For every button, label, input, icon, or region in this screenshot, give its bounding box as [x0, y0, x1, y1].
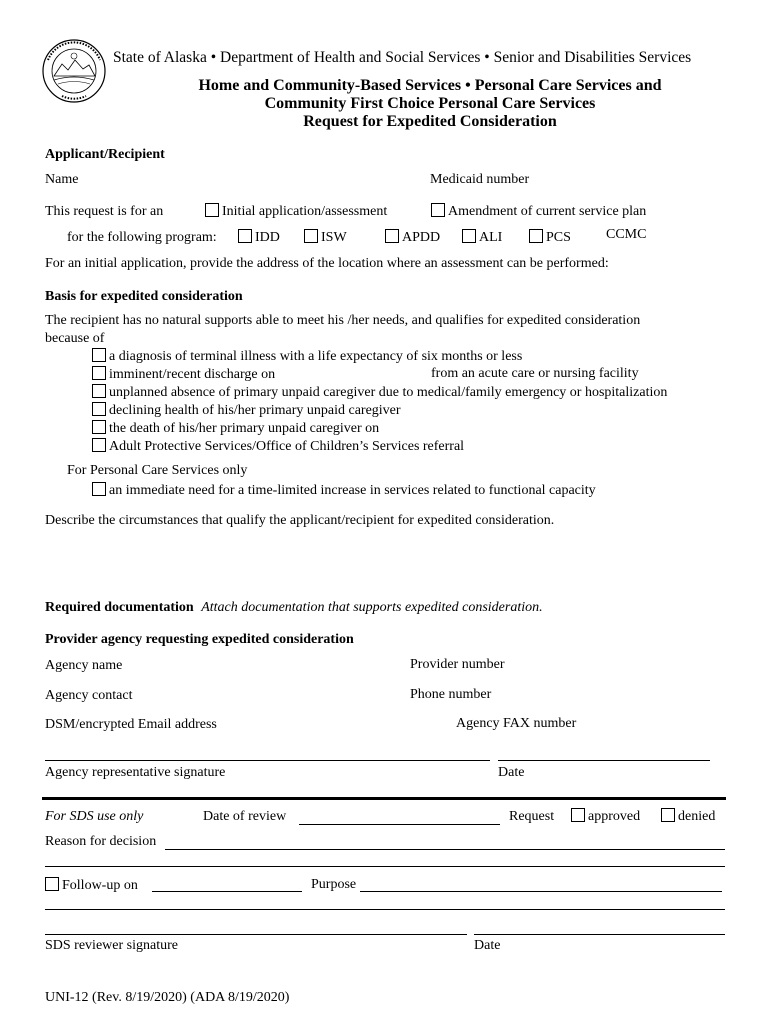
state-seal — [34, 38, 114, 104]
required-documentation-note: Attach documentation that supports expedited consideration. — [201, 600, 543, 615]
sds-divider — [42, 797, 726, 800]
program-idd-option[interactable] — [238, 229, 280, 246]
basis-heading: Basis for expedited consideration — [45, 289, 243, 304]
program-ali-label: ALI — [479, 230, 503, 245]
basis-intro-line1: The recipient has no natural supports able to meet his /her needs, and qualifies for expedited consideration — [45, 313, 641, 328]
form-id: UNI-12 (Rev. 8/19/2020) (ADA 8/19/2020) — [45, 990, 290, 1005]
sds-use-only-label: For SDS use only — [45, 809, 144, 824]
program-isw-option[interactable] — [304, 229, 347, 246]
form-title-line2: Community First Choice Personal Care Services — [264, 95, 596, 112]
reason-terminal-illness-checkbox[interactable] — [92, 348, 106, 362]
reason-discharge[interactable] — [92, 366, 275, 383]
reason-for-decision-line[interactable] — [165, 849, 725, 850]
sds-signature-line[interactable] — [45, 934, 467, 935]
program-pcs-checkbox[interactable] — [529, 229, 543, 243]
provider-number-label: Provider number — [410, 657, 505, 672]
required-documentation — [45, 600, 543, 616]
form-title-line3: Request for Expedited Consideration — [303, 113, 557, 130]
date-of-review-line[interactable] — [299, 824, 500, 825]
program-idd-label: IDD — [255, 230, 280, 245]
pcs-only-label: For Personal Care Services only — [67, 463, 248, 478]
reason-discharge-suffix: from an acute care or nursing facility — [431, 366, 639, 381]
agency-signature-label: Agency representative signature — [45, 765, 226, 780]
initial-application-checkbox[interactable] — [205, 203, 219, 217]
purpose-line-2[interactable] — [45, 909, 725, 910]
initial-application-option[interactable] — [205, 203, 387, 220]
reason-terminal-illness[interactable] — [92, 348, 522, 365]
denied-option[interactable] — [661, 808, 715, 825]
request-type-label: This request is for an — [45, 204, 164, 219]
reason-discharge-checkbox[interactable] — [92, 366, 106, 380]
program-ali-checkbox[interactable] — [462, 229, 476, 243]
form-title-line1: Home and Community-Based Services • Personal Care Services and — [198, 77, 662, 94]
reason-discharge-label: imminent/recent discharge on — [109, 367, 276, 382]
reason-for-decision-label: Reason for decision — [45, 834, 157, 849]
reason-caregiver-health-label: declining health of his/her primary unpaid caregiver — [109, 403, 401, 418]
reason-aps-referral-label: Adult Protective Services/Office of Children’s Services referral — [109, 439, 465, 454]
sds-signature-date-line[interactable] — [474, 934, 725, 935]
sds-date-label: Date — [474, 938, 501, 953]
follow-up-label: Follow-up on — [62, 878, 138, 893]
program-idd-checkbox[interactable] — [238, 229, 252, 243]
reason-caregiver-health-checkbox[interactable] — [92, 402, 106, 416]
describe-circumstances-label: Describe the circumstances that qualify the applicant/recipient for expedited consideration. — [45, 513, 555, 528]
agency-contact-label: Agency contact — [45, 688, 133, 703]
program-apdd-checkbox[interactable] — [385, 229, 399, 243]
program-isw-checkbox[interactable] — [304, 229, 318, 243]
agency-name-label: Agency name — [45, 658, 123, 673]
program-apdd-label: APDD — [402, 230, 441, 245]
reason-for-decision-line-2[interactable] — [45, 866, 725, 867]
reason-pcs-increase-checkbox[interactable] — [92, 482, 106, 496]
sds-signature-label: SDS reviewer signature — [45, 938, 178, 953]
address-note: For an initial application, provide the address of the location where an assessment can be performed: — [45, 256, 609, 271]
basis-intro-line2: because of — [45, 331, 105, 346]
agency-signature-line[interactable] — [45, 760, 490, 761]
email-label: DSM/encrypted Email address — [45, 717, 217, 732]
request-decision-label: Request — [509, 809, 555, 824]
follow-up-checkbox[interactable] — [45, 877, 59, 891]
department-line: State of Alaska • Department of Health and Social Services • Senior and Disabilities Services — [113, 49, 692, 66]
reason-pcs-increase[interactable] — [92, 482, 596, 499]
agency-date-label: Date — [498, 765, 525, 780]
reason-caregiver-death-checkbox[interactable] — [92, 420, 106, 434]
program-label: for the following program: — [67, 230, 217, 245]
initial-application-label: Initial application/assessment — [222, 204, 388, 219]
required-documentation-heading: Required documentation — [45, 600, 194, 615]
agency-signature-date-line[interactable] — [498, 760, 710, 761]
purpose-label: Purpose — [311, 877, 357, 892]
name-label: Name — [45, 172, 79, 187]
reason-caregiver-death[interactable] — [92, 420, 379, 437]
reason-caregiver-death-label: the death of his/her primary unpaid caregiver on — [109, 421, 380, 436]
approved-checkbox[interactable] — [571, 808, 585, 822]
fax-label: Agency FAX number — [456, 716, 577, 731]
reason-caregiver-health[interactable] — [92, 402, 401, 419]
approved-option[interactable] — [571, 808, 640, 825]
program-pcs-label: PCS — [546, 230, 571, 245]
reason-aps-referral[interactable] — [92, 438, 464, 455]
state-seal-icon — [34, 38, 114, 104]
reason-terminal-illness-label: a diagnosis of terminal illness with a life expectancy of six months or less — [109, 349, 523, 364]
reason-caregiver-absence[interactable] — [92, 384, 667, 401]
program-isw-label: ISW — [321, 230, 347, 245]
follow-up-option[interactable] — [45, 877, 138, 894]
amendment-checkbox[interactable] — [431, 203, 445, 217]
follow-up-date-line[interactable] — [152, 891, 302, 892]
medicaid-label: Medicaid number — [430, 172, 530, 187]
approved-label: approved — [588, 809, 641, 824]
reason-pcs-increase-label: an immediate need for a time-limited increase in services related to functional capacity — [109, 483, 596, 498]
date-of-review-label: Date of review — [203, 809, 287, 824]
program-apdd-option[interactable] — [385, 229, 440, 246]
reason-aps-referral-checkbox[interactable] — [92, 438, 106, 452]
amendment-label: Amendment of current service plan — [448, 204, 647, 219]
phone-number-label: Phone number — [410, 687, 492, 702]
program-ccmc-label: CCMC — [606, 227, 647, 242]
denied-label: denied — [678, 809, 716, 824]
applicant-heading: Applicant/Recipient — [45, 147, 165, 162]
purpose-line[interactable] — [360, 891, 722, 892]
reason-caregiver-absence-label: unplanned absence of primary unpaid caregiver due to medical/family emergency or hospitalization — [109, 385, 668, 400]
program-ali-option[interactable] — [462, 229, 502, 246]
amendment-option[interactable] — [431, 203, 646, 220]
program-pcs-option[interactable] — [529, 229, 571, 246]
reason-caregiver-absence-checkbox[interactable] — [92, 384, 106, 398]
provider-heading: Provider agency requesting expedited consideration — [45, 632, 354, 647]
denied-checkbox[interactable] — [661, 808, 675, 822]
